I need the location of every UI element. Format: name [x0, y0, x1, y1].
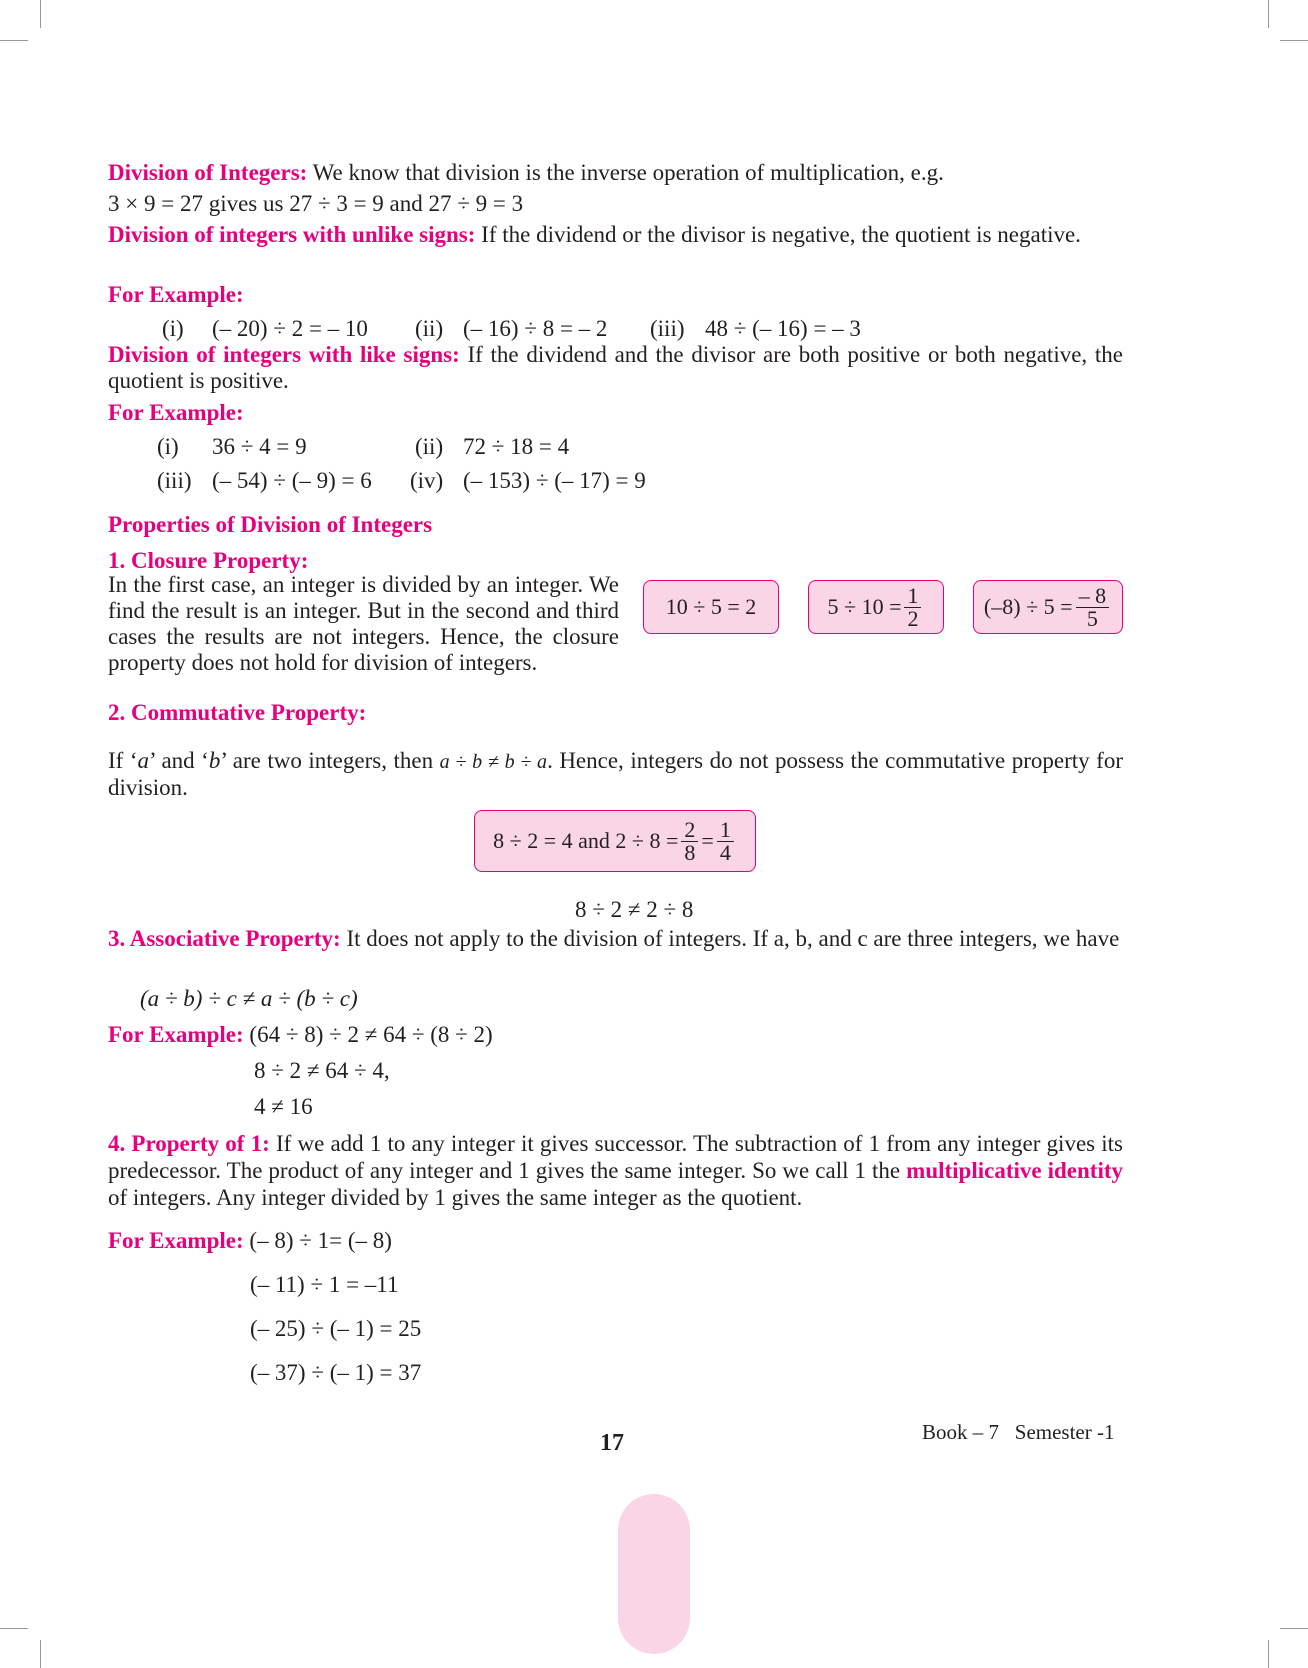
- text: of integers. Any integer divided by 1 gives the same integer as the quotient.: [108, 1185, 803, 1210]
- crop-mark: [1280, 40, 1308, 41]
- example-num: (i): [162, 316, 184, 341]
- assoc-example: [108, 1022, 493, 1048]
- closure-box-2: [808, 580, 944, 634]
- denominator: 8: [684, 839, 696, 865]
- closure-box-1: [643, 580, 779, 634]
- numerator: 1: [717, 819, 734, 842]
- closure-text: In the first case, an integer is divided by an integer. We find the result is an integer. But in the second and third cases the results are not integers. Hence, the closure property does not hold for division of integers.: [108, 572, 619, 675]
- text: ’ are two integers, then: [220, 748, 440, 773]
- inequality-line: 8 ÷ 2 ≠ 2 ÷ 8: [575, 897, 694, 922]
- expr: 8 ÷ 2 ≠ 64 ÷ 4,: [254, 1058, 390, 1083]
- crop-mark: [40, 1640, 41, 1668]
- denominator: 5: [1086, 605, 1098, 631]
- one-example: [108, 1228, 392, 1254]
- for-example-label: For Example:: [108, 400, 244, 425]
- example-expr: (– 54) ÷ (– 9) = 6: [212, 468, 372, 493]
- text: ’ and ‘: [149, 748, 209, 773]
- example-num: (ii): [415, 434, 444, 459]
- numerator: 2: [681, 819, 698, 842]
- division-intro: [108, 160, 944, 186]
- example-line: 3 × 9 = 27 gives us 27 ÷ 3 = 9 and 27 ÷ 9 = 3: [108, 191, 524, 216]
- commutative-text: [108, 748, 1123, 801]
- property-of-one-paragraph: [108, 1130, 1123, 1211]
- var: b: [208, 748, 221, 773]
- text: If we add 1 to any integer it gives successor. The subtraction of 1 from any integer gives its predecessor. The product of any integer and 1 gives the same integer. So we call 1 the: [108, 1131, 1124, 1183]
- fraction: [681, 816, 698, 865]
- unlike-signs-paragraph: [108, 222, 1123, 248]
- example-num: (i): [157, 434, 179, 459]
- expr: 8 ÷ 2 = 4 and 2 ÷ 8 =: [493, 828, 679, 853]
- fraction: [904, 582, 921, 631]
- example-expr: (– 20) ÷ 2 = – 10: [212, 316, 368, 341]
- expr: (– 11) ÷ 1 = –11: [250, 1272, 399, 1297]
- expr: (– 25) ÷ (– 1) = 25: [250, 1316, 422, 1341]
- text: If ‘: [108, 748, 138, 773]
- closure-box-3: [973, 580, 1123, 634]
- expr: 4 ≠ 16: [254, 1094, 313, 1119]
- example-expr: 48 ÷ (– 16) = – 3: [705, 316, 861, 341]
- formula: (a ÷ b) ÷ c ≠ a ÷ (b ÷ c): [140, 986, 358, 1011]
- text: . Hence, integers do not possess the commutative property for division.: [108, 748, 1123, 800]
- associative-paragraph: [108, 926, 1123, 952]
- crop-mark: [1280, 1628, 1308, 1629]
- expr: (64 ÷ 8) ÷ 2 ≠ 64 ÷ (8 ÷ 2): [243, 1022, 493, 1047]
- footer-book: [922, 1420, 1115, 1445]
- highlight: multiplicative identity: [906, 1158, 1123, 1183]
- for-example-label: For Example:: [108, 1022, 244, 1047]
- expr: a ÷ b ≠ b ÷ a: [439, 751, 548, 773]
- section-title: Properties of Division of Integers: [108, 512, 433, 537]
- heading: 3. Associative Property:: [108, 926, 341, 951]
- example-expr: (– 16) ÷ 8 = – 2: [463, 316, 608, 341]
- crop-mark: [0, 40, 28, 41]
- expr: (– 37) ÷ (– 1) = 37: [250, 1360, 422, 1385]
- example-expr: (– 153) ÷ (– 17) = 9: [463, 468, 646, 493]
- commutative-heading: 2. Commutative Property:: [108, 700, 367, 725]
- semester-label: Semester -1: [1014, 1420, 1115, 1444]
- denominator: 4: [719, 839, 731, 865]
- numerator: 1: [904, 585, 921, 608]
- page-number: 17: [600, 1430, 624, 1456]
- for-example-label: For Example:: [108, 1228, 244, 1253]
- heading: Division of Integers:: [108, 160, 308, 185]
- crop-mark: [1268, 0, 1269, 28]
- example-num: (ii): [415, 316, 444, 341]
- book-label: Book – 7: [922, 1420, 1000, 1444]
- crop-mark: [40, 0, 41, 28]
- heading: Division of integers with like signs:: [108, 342, 460, 367]
- numerator: – 8: [1076, 585, 1110, 608]
- example-expr: 72 ÷ 18 = 4: [463, 434, 570, 459]
- equals: =: [701, 828, 714, 853]
- crop-mark: [0, 1628, 28, 1629]
- text: If the dividend or the divisor is negative, the quotient is negative.: [475, 222, 1081, 247]
- closure-heading: 1. Closure Property:: [108, 548, 309, 573]
- text: We know that division is the inverse operation of multiplication, e.g.: [307, 160, 944, 185]
- expr: 10 ÷ 5 = 2: [665, 594, 757, 619]
- example-num: (iii): [650, 316, 685, 341]
- crop-mark: [1268, 1640, 1269, 1668]
- example-expr: 36 ÷ 4 = 9: [212, 434, 307, 459]
- for-example-label: For Example:: [108, 282, 244, 307]
- commutative-box: [474, 810, 756, 872]
- example-num: (iv): [410, 468, 444, 493]
- heading: 4. Property of 1:: [108, 1131, 270, 1156]
- page-number-tab: [618, 1494, 690, 1654]
- fraction: [717, 816, 734, 865]
- text: If the dividend and the divisor are both positive or both negative, the quotient is positive.: [108, 342, 1123, 393]
- heading: Division of integers with unlike signs:: [108, 222, 476, 247]
- example-num: (iii): [157, 468, 192, 493]
- text: It does not apply to the division of integers. If a, b, and c are three integers, we have: [340, 926, 1120, 951]
- fraction: [1076, 582, 1110, 631]
- var: a: [137, 748, 149, 773]
- like-signs-paragraph: [108, 342, 1123, 394]
- expr: 5 ÷ 10 =: [827, 594, 902, 619]
- denominator: 2: [907, 605, 919, 631]
- expr: (– 8) ÷ 1= (– 8): [243, 1228, 392, 1253]
- expr: (–8) ÷ 5 =: [983, 594, 1073, 619]
